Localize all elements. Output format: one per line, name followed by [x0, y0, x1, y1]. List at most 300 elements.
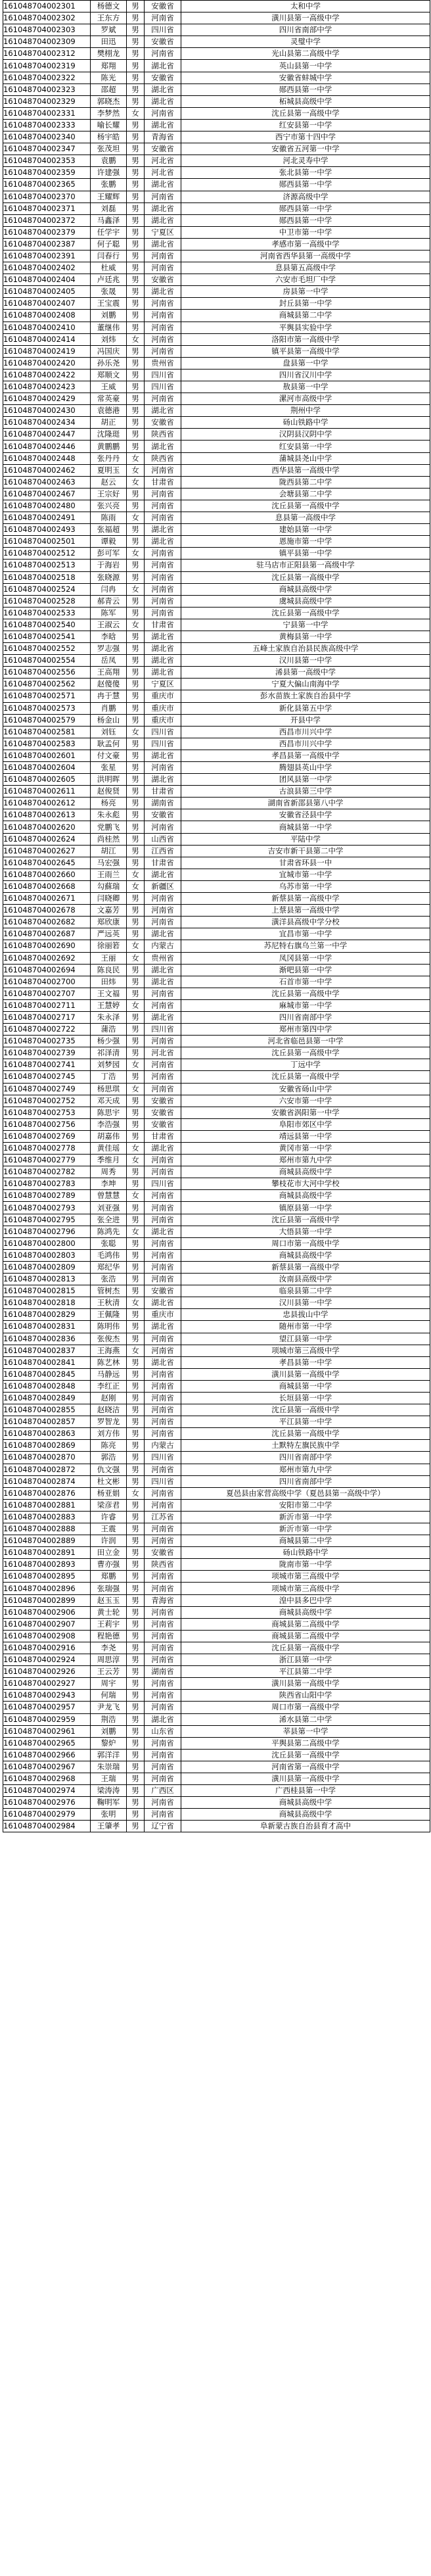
province-cell: 宁夏区 [145, 226, 181, 238]
student-name-cell: 严远英 [91, 928, 127, 940]
student-id-cell: 161048704002789 [3, 1190, 91, 1202]
table-row [3, 36, 430, 48]
student-id-cell: 161048704002687 [3, 928, 91, 940]
table-row [3, 512, 430, 524]
school-cell: 项城市第三高级中学 [181, 1583, 430, 1594]
province-cell: 安徽省 [145, 1285, 181, 1297]
student-name-cell: 王淑云 [91, 619, 127, 631]
school-cell: 虞城县高级中学 [181, 595, 430, 607]
table-row [3, 845, 430, 857]
student-name-cell: 毛鸿伟 [91, 1249, 127, 1261]
student-id-cell: 161048704002407 [3, 298, 91, 310]
student-name-cell: 闫春行 [91, 250, 127, 262]
school-cell: 商城县高级中学 [181, 1797, 430, 1809]
student-id-cell: 161048704002387 [3, 238, 91, 250]
gender-cell: 男 [127, 345, 145, 357]
school-cell: 土默特左旗民族中学 [181, 1440, 430, 1452]
province-cell: 河北省 [145, 155, 181, 167]
school-cell: 安徽省蚌城中学 [181, 72, 430, 83]
school-cell: 安徽省泾县中学 [181, 809, 430, 821]
student-id-cell: 161048704002815 [3, 1285, 91, 1297]
province-cell: 河南省 [145, 1749, 181, 1761]
student-id-cell: 161048704002888 [3, 1523, 91, 1535]
school-cell: 新蔡县第一高级中学 [181, 1261, 430, 1273]
school-cell: 济源高级中学 [181, 191, 430, 203]
gender-cell: 男 [127, 1166, 145, 1178]
school-cell: 随州市第一中学 [181, 1321, 430, 1333]
student-name-cell: 杨金山 [91, 714, 127, 726]
student-name-cell: 张俊杰 [91, 1333, 127, 1345]
province-cell: 安徽省 [145, 1118, 181, 1130]
province-cell: 安徽省 [145, 1107, 181, 1118]
province-cell: 四川省 [145, 726, 181, 738]
student-name-cell: 周宇 [91, 1678, 127, 1690]
student-id-cell: 161048704002513 [3, 560, 91, 571]
province-cell: 河南省 [145, 1083, 181, 1095]
school-cell: 四川省南部中学 [181, 1011, 430, 1023]
province-cell: 河南省 [145, 595, 181, 607]
student-id-cell: 161048704002370 [3, 191, 91, 203]
student-id-cell: 161048704002803 [3, 1249, 91, 1261]
gender-cell: 男 [127, 36, 145, 48]
table-row [3, 143, 430, 155]
student-name-cell: 王慧婷 [91, 999, 127, 1011]
gender-cell: 男 [127, 702, 145, 714]
table-row [3, 536, 430, 548]
school-cell: 西宁市第十四中学 [181, 131, 430, 143]
student-name-cell: 郭晓杰 [91, 95, 127, 107]
student-name-cell: 孙乐尧 [91, 357, 127, 369]
gender-cell: 女 [127, 940, 145, 952]
student-name-cell: 田炜 [91, 976, 127, 988]
table-row [3, 107, 430, 119]
gender-cell: 男 [127, 1690, 145, 1702]
table-row [3, 1392, 430, 1404]
table-row [3, 1535, 430, 1547]
gender-cell: 女 [127, 1226, 145, 1237]
province-cell: 河南省 [145, 571, 181, 583]
student-name-cell: 王丽 [91, 952, 127, 964]
student-id-cell: 161048704002783 [3, 1178, 91, 1190]
school-cell: 大悟县第一中学 [181, 1226, 430, 1237]
school-cell: 渐吧县第一中学 [181, 964, 430, 976]
gender-cell: 男 [127, 1380, 145, 1392]
table-row [3, 1190, 430, 1202]
student-id-cell: 161048704002405 [3, 286, 91, 298]
table-row [3, 262, 430, 274]
student-name-cell: 马宏强 [91, 857, 127, 869]
table-row [3, 429, 430, 441]
student-name-cell: 冯国庆 [91, 345, 127, 357]
student-name-cell: 王瑞 [91, 1773, 127, 1784]
student-name-cell: 张福超 [91, 524, 127, 536]
student-name-cell: 王高翔 [91, 667, 127, 679]
school-cell: 镇平县第一中学 [181, 548, 430, 560]
province-cell: 安徽省 [145, 417, 181, 429]
student-name-cell: 刘磊 [91, 203, 127, 214]
province-cell: 四川省 [145, 1452, 181, 1464]
school-cell: 周口市第一高级中学 [181, 1702, 430, 1713]
province-cell: 四川省 [145, 1178, 181, 1190]
province-cell: 湖北省 [145, 1713, 181, 1725]
gender-cell: 女 [127, 1083, 145, 1095]
province-cell: 重庆市 [145, 690, 181, 702]
province-cell: 辽宁省 [145, 1821, 181, 1832]
school-cell: 息县第五高级中学 [181, 262, 430, 274]
table-row [3, 1071, 430, 1083]
school-cell: 平舆县实验中学 [181, 322, 430, 333]
table-row [3, 191, 430, 203]
table-row [3, 1690, 430, 1702]
student-name-cell: 陈思宇 [91, 1107, 127, 1118]
gender-cell: 男 [127, 155, 145, 167]
student-name-cell: 罗智龙 [91, 1416, 127, 1428]
school-cell: 六安市毛坦厂中学 [181, 274, 430, 286]
student-name-cell: 赵玉玉 [91, 1594, 127, 1606]
table-row [3, 500, 430, 512]
gender-cell: 男 [127, 1606, 145, 1618]
student-name-cell: 杨亚娟 [91, 1487, 127, 1499]
school-cell: 安阳市第二中学 [181, 1499, 430, 1511]
gender-cell: 男 [127, 821, 145, 833]
student-name-cell: 王海燕 [91, 1345, 127, 1356]
table-row [3, 1202, 430, 1214]
student-name-cell: 赵刚 [91, 1392, 127, 1404]
table-row [3, 1821, 430, 1832]
student-name-cell: 张茂坦 [91, 143, 127, 155]
roster-body [3, 1, 430, 1832]
gender-cell: 男 [127, 1464, 145, 1475]
school-cell: 潢川县第一高级中学 [181, 1773, 430, 1784]
table-row [3, 786, 430, 798]
student-id-cell: 161048704002678 [3, 905, 91, 917]
table-row [3, 1713, 430, 1725]
school-cell: 沈丘县第一高级中学 [181, 607, 430, 619]
province-cell: 湖北省 [145, 214, 181, 226]
school-cell: 团风县第一中学 [181, 774, 430, 786]
gender-cell: 男 [127, 1024, 145, 1036]
student-name-cell: 袁德港 [91, 405, 127, 417]
student-name-cell: 赵俊贤 [91, 786, 127, 798]
school-cell: 河北灵寿中学 [181, 155, 430, 167]
school-cell: 阜阳市郊区中学 [181, 1118, 430, 1130]
school-cell: 安徽省砀山中学 [181, 1083, 430, 1095]
table-row [3, 679, 430, 690]
province-cell: 陕西省 [145, 1559, 181, 1571]
table-row [3, 1618, 430, 1630]
school-cell: 浠县第一高级中学 [181, 667, 430, 679]
table-row [3, 464, 430, 476]
student-id-cell: 161048704002541 [3, 631, 91, 642]
student-name-cell: 袁鹏 [91, 155, 127, 167]
gender-cell: 男 [127, 655, 145, 667]
province-cell: 河南省 [145, 1392, 181, 1404]
school-cell: 砀山铁路中学 [181, 417, 430, 429]
gender-cell: 男 [127, 286, 145, 298]
province-cell: 河南省 [145, 1368, 181, 1380]
school-cell: 商城县高级中学 [181, 1249, 430, 1261]
province-cell: 四川省 [145, 1024, 181, 1036]
table-row [3, 1095, 430, 1107]
student-id-cell: 161048704002849 [3, 1392, 91, 1404]
student-name-cell: 张鹏 [91, 179, 127, 191]
province-cell: 河南省 [145, 1535, 181, 1547]
gender-cell: 男 [127, 1428, 145, 1440]
student-id-cell: 161048704002800 [3, 1237, 91, 1249]
student-id-cell: 161048704002863 [3, 1428, 91, 1440]
table-row [3, 1333, 430, 1345]
student-id-cell: 161048704002379 [3, 226, 91, 238]
table-row [3, 48, 430, 60]
school-cell: 项城市第三高级中学 [181, 1345, 430, 1356]
province-cell: 重庆市 [145, 702, 181, 714]
gender-cell: 男 [127, 750, 145, 761]
school-cell: 红安县第一中学 [181, 441, 430, 452]
province-cell: 湖北省 [145, 1356, 181, 1368]
student-id-cell: 161048704002573 [3, 702, 91, 714]
gender-cell: 男 [127, 357, 145, 369]
province-cell: 河南省 [145, 1190, 181, 1202]
student-id-cell: 161048704002552 [3, 643, 91, 655]
school-cell: 商城县高级中学 [181, 1606, 430, 1618]
gender-cell: 男 [127, 179, 145, 191]
student-name-cell: 胡江 [91, 845, 127, 857]
school-cell: 柘城县高级中学 [181, 95, 430, 107]
gender-cell: 男 [127, 95, 145, 107]
province-cell: 贵州省 [145, 952, 181, 964]
school-cell: 砀山铁路中学 [181, 1547, 430, 1559]
province-cell: 河南省 [145, 1606, 181, 1618]
student-name-cell: 张晓源 [91, 571, 127, 583]
province-cell: 江苏省 [145, 1511, 181, 1523]
province-cell: 河南省 [145, 488, 181, 500]
province-cell: 河南省 [145, 1416, 181, 1428]
province-cell: 湖北省 [145, 1143, 181, 1155]
province-cell: 河南省 [145, 1345, 181, 1356]
gender-cell: 男 [127, 976, 145, 988]
table-row [3, 393, 430, 405]
table-row [3, 333, 430, 345]
student-id-cell: 161048704002303 [3, 24, 91, 36]
province-cell: 河南省 [145, 322, 181, 333]
school-cell: 潢川县第一高级中学 [181, 1368, 430, 1380]
student-id-cell: 161048704002682 [3, 917, 91, 928]
student-id-cell: 161048704002690 [3, 940, 91, 952]
student-id-cell: 161048704002301 [3, 1, 91, 12]
table-row [3, 1309, 430, 1321]
table-row [3, 417, 430, 429]
table-row [3, 1464, 430, 1475]
province-cell: 重庆市 [145, 714, 181, 726]
student-name-cell: 王秋清 [91, 1297, 127, 1309]
student-name-cell: 郑纪华 [91, 1261, 127, 1273]
province-cell: 河南省 [145, 1428, 181, 1440]
province-cell: 安徽省 [145, 36, 181, 48]
gender-cell: 男 [127, 488, 145, 500]
province-cell: 河南省 [145, 988, 181, 999]
student-name-cell: 马静远 [91, 1368, 127, 1380]
table-row [3, 1285, 430, 1297]
table-row [3, 952, 430, 964]
student-id-cell: 161048704002331 [3, 107, 91, 119]
gender-cell: 男 [127, 1702, 145, 1713]
province-cell: 河南省 [145, 1571, 181, 1583]
gender-cell: 男 [127, 571, 145, 583]
province-cell: 河南省 [145, 333, 181, 345]
school-cell: 古浪县第三中学 [181, 786, 430, 798]
school-cell: 沈丘县第一高级中学 [181, 1214, 430, 1226]
student-id-cell: 161048704002422 [3, 369, 91, 381]
gender-cell: 男 [127, 1666, 145, 1678]
province-cell: 河南省 [145, 1249, 181, 1261]
province-cell: 四川省 [145, 381, 181, 393]
school-cell: 商城县第二高级中学 [181, 1618, 430, 1630]
student-name-cell: 黎炉 [91, 1737, 127, 1749]
school-cell: 张北县第一中学 [181, 167, 430, 179]
school-cell: 开县中学 [181, 714, 430, 726]
school-cell: 西昌市川兴中学 [181, 726, 430, 738]
table-row [3, 179, 430, 191]
school-cell: 五峰土家族自治县民族高级中学 [181, 643, 430, 655]
gender-cell: 男 [127, 786, 145, 798]
school-cell: 商城县第一中学 [181, 1380, 430, 1392]
student-id-cell: 161048704002605 [3, 774, 91, 786]
student-name-cell: 赵晓洁 [91, 1404, 127, 1416]
student-id-cell: 161048704002837 [3, 1345, 91, 1356]
student-id-cell: 161048704002778 [3, 1143, 91, 1155]
gender-cell: 男 [127, 83, 145, 95]
school-cell: 夏邑县由家营高级中学（夏邑县第一高级中学） [181, 1487, 430, 1499]
student-name-cell: 刘亚强 [91, 1202, 127, 1214]
student-name-cell: 邵超 [91, 83, 127, 95]
student-id-cell: 161048704002899 [3, 1594, 91, 1606]
student-name-cell: 闫冉 [91, 583, 127, 595]
school-cell: 项城市第三高级中学 [181, 1571, 430, 1583]
student-name-cell: 夏明玉 [91, 464, 127, 476]
school-cell: 郧西县第一中学 [181, 203, 430, 214]
student-name-cell: 郑翔 [91, 60, 127, 72]
student-name-cell: 李浩强 [91, 1118, 127, 1130]
gender-cell: 男 [127, 48, 145, 60]
student-id-cell: 161048704002893 [3, 1559, 91, 1571]
student-name-cell: 王东方 [91, 12, 127, 24]
student-id-cell: 161048704002612 [3, 798, 91, 809]
gender-cell: 男 [127, 298, 145, 310]
table-row [3, 1511, 430, 1523]
school-cell: 黄梅县第一中学 [181, 631, 430, 642]
province-cell: 青海省 [145, 1594, 181, 1606]
table-row [3, 1809, 430, 1821]
table-row [3, 1499, 430, 1511]
student-id-cell: 161048704002463 [3, 476, 91, 488]
student-name-cell: 岳凤 [91, 655, 127, 667]
gender-cell: 男 [127, 1107, 145, 1118]
gender-cell: 男 [127, 72, 145, 83]
school-cell: 四川省南部中学 [181, 1452, 430, 1464]
gender-cell: 男 [127, 1036, 145, 1047]
student-name-cell: 鞠明军 [91, 1797, 127, 1809]
student-id-cell: 161048704002347 [3, 143, 91, 155]
school-cell: 商城县高级中学 [181, 583, 430, 595]
school-cell: 建始县第一中学 [181, 524, 430, 536]
gender-cell: 男 [127, 1761, 145, 1773]
student-id-cell: 161048704002869 [3, 1440, 91, 1452]
school-cell: 沈丘县第一高级中学 [181, 571, 430, 583]
student-name-cell: 赵云 [91, 476, 127, 488]
student-id-cell: 161048704002906 [3, 1606, 91, 1618]
school-cell: 商城县第二高级中学 [181, 1630, 430, 1642]
school-cell: 驻马店市正阳县第一高级中学 [181, 560, 430, 571]
province-cell: 河南省 [145, 560, 181, 571]
student-id-cell: 161048704002524 [3, 583, 91, 595]
student-name-cell: 郭浩 [91, 1452, 127, 1464]
province-cell: 河南省 [145, 1642, 181, 1654]
province-cell: 湖北省 [145, 83, 181, 95]
province-cell: 安徽省 [145, 72, 181, 83]
table-row [3, 1380, 430, 1392]
student-id-cell: 161048704002408 [3, 310, 91, 322]
province-cell: 河南省 [145, 1583, 181, 1594]
table-row [3, 12, 430, 24]
province-cell: 湖北省 [145, 655, 181, 667]
table-row [3, 1583, 430, 1594]
table-row [3, 1630, 430, 1642]
table-row [3, 1345, 430, 1356]
province-cell: 湖北省 [145, 1226, 181, 1237]
gender-cell: 女 [127, 512, 145, 524]
school-cell: 汝南县高级中学 [181, 1274, 430, 1285]
table-row [3, 1178, 430, 1190]
gender-cell: 男 [127, 500, 145, 512]
school-cell: 红安县第一中学 [181, 119, 430, 131]
table-row [3, 203, 430, 214]
school-cell: 房县第一中学 [181, 286, 430, 298]
province-cell: 湖北省 [145, 95, 181, 107]
student-name-cell: 任学宇 [91, 226, 127, 238]
school-cell: 宜昌市第一中学 [181, 928, 430, 940]
province-cell: 河南省 [145, 762, 181, 774]
school-cell: 新蔡县第一高级中学 [181, 893, 430, 905]
province-cell: 河南省 [145, 345, 181, 357]
student-id-cell: 161048704002957 [3, 1702, 91, 1713]
province-cell: 四川省 [145, 369, 181, 381]
province-cell: 河南省 [145, 917, 181, 928]
student-name-cell: 张全进 [91, 1214, 127, 1226]
province-cell: 湖北省 [145, 238, 181, 250]
school-cell: 郑州市第九中学 [181, 1155, 430, 1166]
student-name-cell: 彭可军 [91, 548, 127, 560]
gender-cell: 男 [127, 1725, 145, 1737]
school-cell: 宜城市第一中学 [181, 869, 430, 880]
school-cell: 盘县第一中学 [181, 357, 430, 369]
province-cell: 河南省 [145, 107, 181, 119]
student-id-cell: 161048704002976 [3, 1797, 91, 1809]
province-cell: 河南省 [145, 191, 181, 203]
school-cell: 长垣县第一中学 [181, 1392, 430, 1404]
student-name-cell: 尹龙飞 [91, 1702, 127, 1713]
gender-cell: 男 [127, 1416, 145, 1428]
gender-cell: 男 [127, 167, 145, 179]
table-row [3, 964, 430, 976]
table-row [3, 369, 430, 381]
gender-cell: 男 [127, 1535, 145, 1547]
table-row [3, 1702, 430, 1713]
table-row [3, 1797, 430, 1809]
student-id-cell: 161048704002312 [3, 48, 91, 60]
student-name-cell: 冉于慧 [91, 690, 127, 702]
gender-cell: 男 [127, 928, 145, 940]
student-id-cell: 161048704002556 [3, 667, 91, 679]
